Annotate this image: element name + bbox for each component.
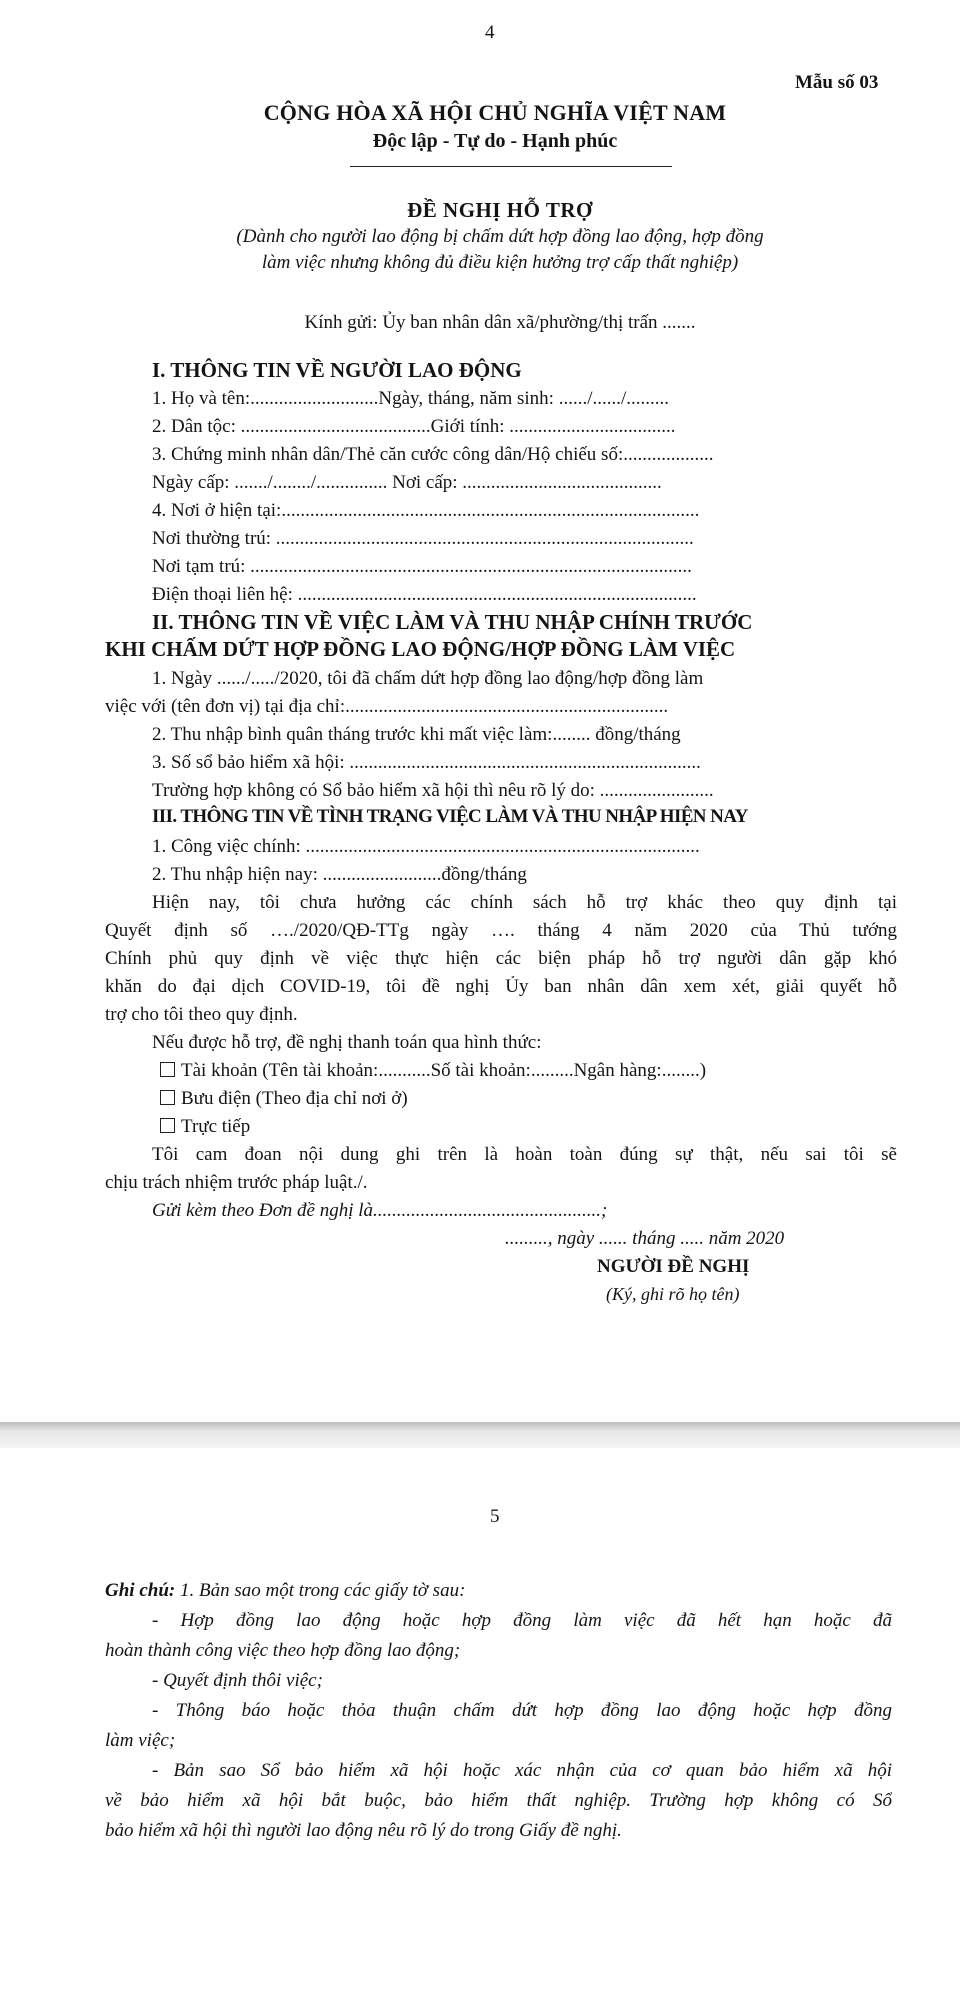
date-line: ........., ngày ...... tháng ..... năm 2020 (505, 1228, 785, 1249)
note-line-8: bảo hiểm xã hội thì người lao động nêu rõ lý do trong Giấy đề nghị. (105, 1820, 622, 1841)
note-first-item: 1. Bản sao một trong các giấy tờ sau: (179, 1580, 466, 1601)
payment-option-label: Bưu điện (Theo địa chỉ nơi ở) (181, 1088, 408, 1109)
section-2-heading-line2: KHI CHẤM DỨT HỢP ĐỒNG LAO ĐỘNG/HỢP ĐỒNG LÀM VIỆC (105, 637, 736, 661)
paragraph-line-3: Chính phủ quy định về việc thực hiện các biện pháp hỗ trợ người dân gặp khó (105, 948, 897, 969)
note-line-5: làm việc; (105, 1730, 176, 1751)
paragraph-line-2: Quyết định số …./2020/QĐ-TTg ngày …. tháng 4 năm 2020 của Thủ tướng (105, 920, 897, 941)
national-title: CỘNG HÒA XÃ HỘI CHỦ NGHĨA VIỆT NAM (263, 100, 727, 125)
payment-option-label: Tài khoản (Tên tài khoản:...........Số tài khoản:.........Ngân hàng:........) (181, 1060, 707, 1081)
field-name-dob: 1. Họ và tên:...........................Ngày, tháng, năm sinh: ....../....../......... (152, 388, 669, 409)
note-line-2: hoàn thành công việc theo hợp đồng lao động; (105, 1640, 461, 1661)
signer-note: (Ký, ghi rõ họ tên) (606, 1284, 740, 1304)
section-3-heading: III. THÔNG TIN VỀ TÌNH TRẠNG VIỆC LÀM VÀ THU NHẬP HIỆN NAY (152, 806, 748, 827)
signer-title: NGƯỜI ĐỀ NGHỊ (597, 1256, 750, 1277)
payment-option-account[interactable] (160, 1060, 706, 1082)
page-separator (0, 1422, 960, 1448)
field-ethnicity-gender: 2. Dân tộc: ........................................Giới tính: ................................... (152, 416, 676, 437)
paragraph-line-1: Hiện nay, tôi chưa hưởng các chính sách hỗ trợ khác theo quy định tại (152, 892, 897, 913)
payment-option-label: Trực tiếp (181, 1116, 251, 1137)
field-social-insurance-number: 3. Số sổ bảo hiểm xã hội: .......................................................................... (152, 752, 701, 773)
field-employer-address: việc với (tên đơn vị) tại địa chỉ:.................................................................... (105, 696, 669, 717)
field-phone: Điện thoại liên hệ: .................................................................................... (152, 584, 697, 605)
checkbox[interactable] (160, 1118, 175, 1133)
page-number: 4 (485, 22, 495, 43)
commitment-line-1: Tôi cam đoan nội dung ghi trên là hoàn toàn đúng sự thật, nếu sai tôi sẽ (152, 1144, 897, 1165)
note-line-1: - Hợp đồng lao động hoặc hợp đồng làm việc đã hết hạn hoặc đã (152, 1610, 892, 1631)
note-line-3: - Quyết định thôi việc; (152, 1670, 323, 1691)
note-line-6: - Bản sao Sổ bảo hiểm xã hội hoặc xác nhận của cơ quan bảo hiểm xã hội (152, 1760, 892, 1781)
national-motto: Độc lập - Tự do - Hạnh phúc (372, 130, 618, 152)
form-page-5 (0, 1448, 960, 1998)
paragraph-line-5: trợ cho tôi theo quy định. (105, 1004, 298, 1025)
note-label: Ghi chú: (105, 1580, 176, 1601)
field-main-job: 1. Công việc chính: ................................................................................... (152, 836, 700, 857)
field-current-income: 2. Thu nhập hiện nay: .........................đồng/tháng (152, 864, 527, 885)
form-title: ĐỀ NGHỊ HỖ TRỢ (407, 198, 593, 222)
note-line-7: về bảo hiểm xã hội bắt buộc, bảo hiểm thất nghiệp. Trường hợp không có Sổ (105, 1790, 892, 1811)
form-subtitle-line2: làm việc nhưng không đủ điều kiện hưởng trợ cấp thất nghiệp) (261, 252, 739, 273)
field-current-address: 4. Nơi ở hiện tại:........................................................................................ (152, 500, 700, 521)
field-average-income: 2. Thu nhập bình quân tháng trước khi mất việc làm:........ đồng/tháng (152, 724, 681, 745)
payment-option-post[interactable] (160, 1088, 408, 1110)
addressee: Kính gửi: Ủy ban nhân dân xã/phường/thị trấn ....... (304, 312, 696, 333)
page-number: 5 (490, 1506, 500, 1527)
section-2-heading-line1: II. THÔNG TIN VỀ VIỆC LÀM VÀ THU NHẬP CHÍNH TRƯỚC (152, 610, 753, 634)
form-subtitle-line1: (Dành cho người lao động bị chấm dứt hợp đồng lao động, hợp đồng (236, 226, 764, 247)
note-line-4: - Thông báo hoặc thỏa thuận chấm dứt hợp đồng lao động hoặc hợp đồng (152, 1700, 892, 1721)
payment-intro: Nếu được hỗ trợ, đề nghị thanh toán qua hình thức: (152, 1032, 542, 1053)
field-no-insurance-reason: Trường hợp không có Sổ bảo hiểm xã hội thì nêu rõ lý do: ........................ (152, 780, 714, 801)
commitment-line-2: chịu trách nhiệm trước pháp luật./. (105, 1172, 368, 1193)
field-issue-date-place: Ngày cấp: ......./......../............... Nơi cấp: .......................................... (152, 472, 662, 493)
field-id-number: 3. Chứng minh nhân dân/Thẻ căn cước công dân/Hộ chiếu số:................... (152, 444, 714, 465)
attachments-line: Gửi kèm theo Đơn đề nghị là................................................; (152, 1200, 608, 1221)
checkbox[interactable] (160, 1090, 175, 1105)
motto-underline (350, 166, 672, 167)
checkbox[interactable] (160, 1062, 175, 1077)
field-termination-date: 1. Ngày ....../...../2020, tôi đã chấm dứt hợp đồng lao động/hợp đồng làm (152, 668, 704, 689)
note-heading (105, 1580, 465, 1602)
field-permanent-address: Nơi thường trú: ........................................................................................ (152, 528, 694, 549)
section-1-heading: I. THÔNG TIN VỀ NGƯỜI LAO ĐỘNG (152, 358, 522, 382)
payment-option-direct[interactable] (160, 1116, 250, 1138)
field-temporary-address: Nơi tạm trú: ............................................................................................. (152, 556, 692, 577)
paragraph-line-4: khăn do đại dịch COVID-19, tôi đề nghị Ủy ban nhân dân xem xét, giải quyết hỗ (105, 976, 897, 997)
form-code: Mẫu số 03 (795, 72, 879, 93)
